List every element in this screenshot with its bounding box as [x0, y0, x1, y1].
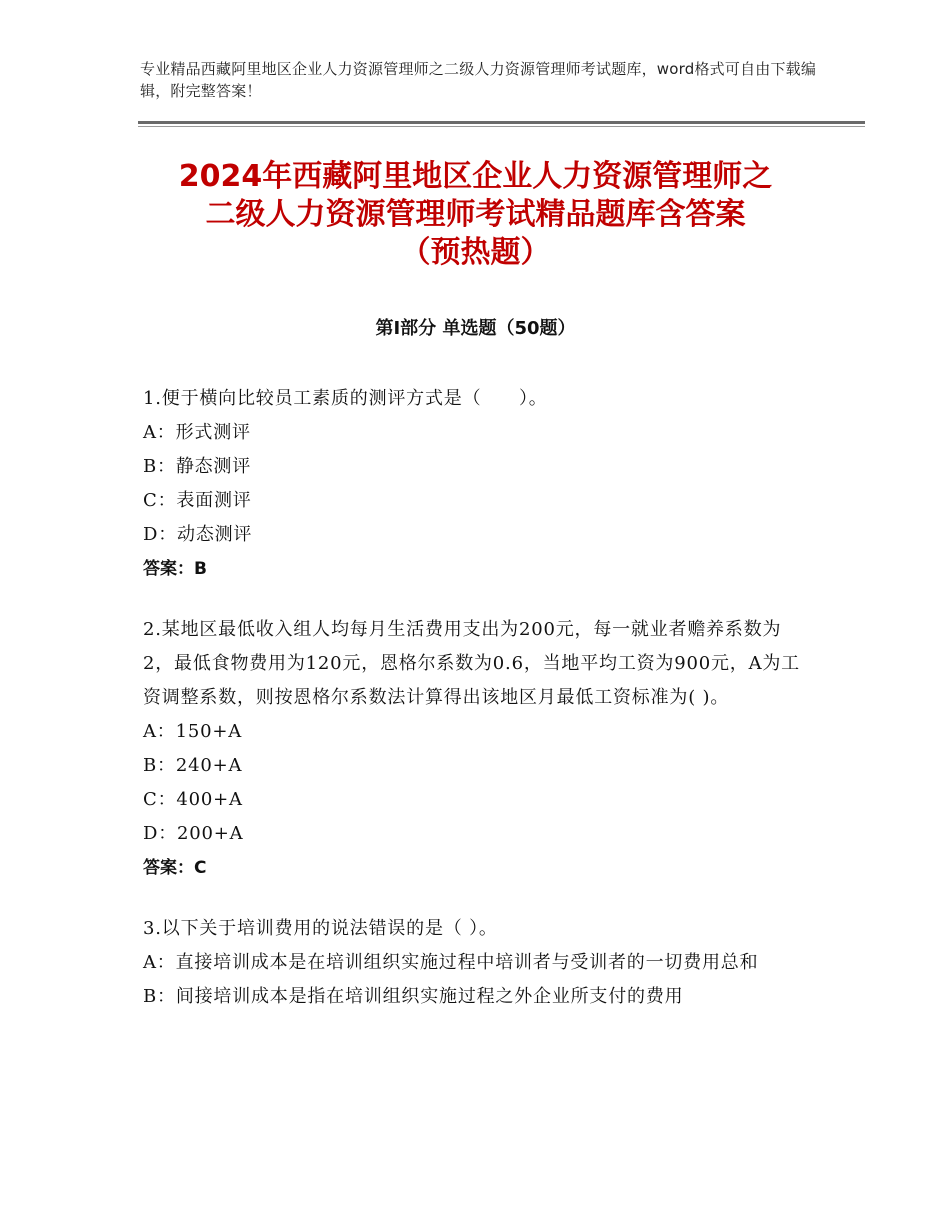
question-3 [143, 912, 808, 1014]
option-c: C：400+A [143, 789, 243, 810]
answer-label: 答案：C [143, 858, 207, 878]
document-title-line-1: 2024年西藏阿里地区企业人力资源管理师之 [178, 159, 773, 194]
option-b: B：间接培训成本是指在培训组织实施过程之外企业所支付的费用 [143, 986, 684, 1007]
option-c: C：表面测评 [143, 490, 252, 511]
document-title-line-2: 二级人力资源管理师考试精品题库含答案 [205, 197, 746, 232]
option-b: B：240+A [143, 755, 243, 776]
question-stem: 1.便于横向比较员工素质的测评方式是（ ）。 [143, 388, 548, 409]
document-title [138, 158, 813, 272]
section-title: 第Ⅰ部分 单选题（50题） [375, 318, 576, 339]
header-divider-thick [138, 121, 865, 124]
question-stem: 3.以下关于培训费用的说法错误的是（ ）。 [143, 918, 498, 939]
question-1 [143, 382, 808, 586]
header-note: 专业精品西藏阿里地区企业人力资源管理师之二级人力资源管理师考试题库，word格式可自由下载编辑，附完整答案！ [140, 60, 817, 100]
question-list [143, 382, 808, 1041]
question-2 [143, 613, 808, 885]
answer-label: 答案：B [143, 559, 207, 579]
document-title-line-3: （预热题） [400, 235, 551, 270]
header-divider-thin [138, 126, 865, 127]
option-a: A：形式测评 [143, 422, 251, 443]
option-a: A：直接培训成本是在培训组织实施过程中培训者与受训者的一切费用总和 [143, 952, 759, 973]
option-a: A：150+A [143, 721, 243, 742]
option-d: D：200+A [143, 823, 244, 844]
question-stem: 2.某地区最低收入组人均每月生活费用支出为200元，每一就业者赡养系数为2，最低食物费用为120元，恩格尔系数为0.6，当地平均工资为900元，A为工资调整系数，则按恩格尔系数法计算得出该地区月最低工资标准为( )。 [143, 619, 800, 708]
option-d: D：动态测评 [143, 524, 253, 545]
option-b: B：静态测评 [143, 456, 252, 477]
